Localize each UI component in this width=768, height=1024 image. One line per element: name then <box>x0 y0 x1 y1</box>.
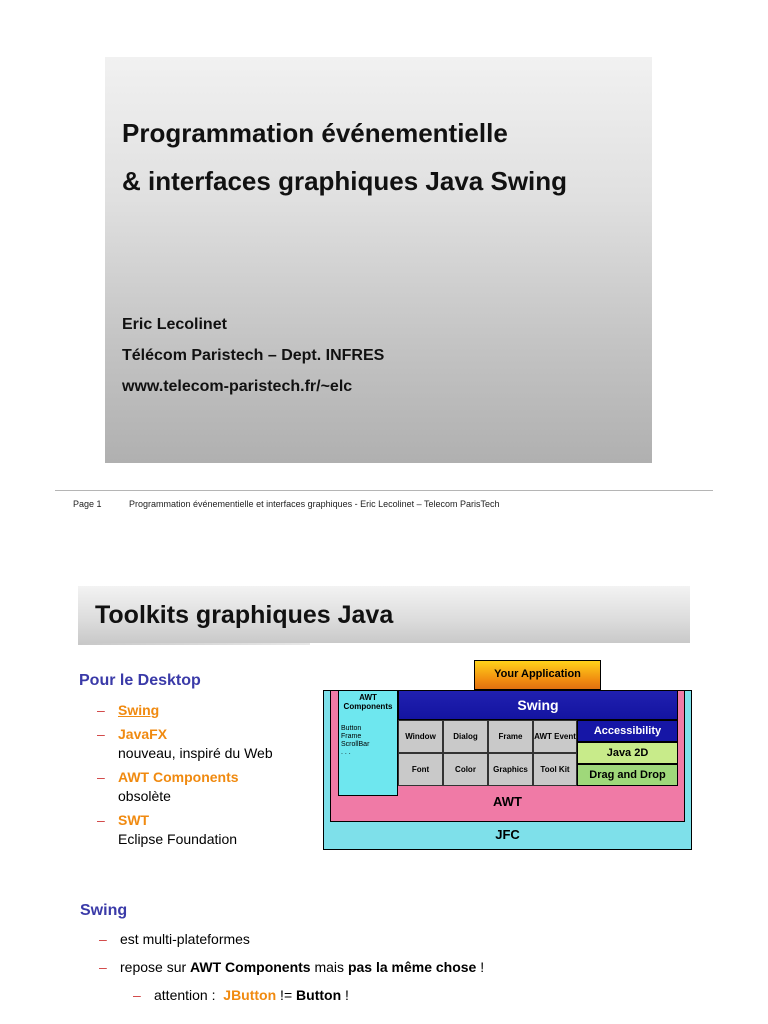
swt-label: SWT <box>118 812 150 828</box>
footer-text: Programmation événementielle et interfaces graphiques - Eric Lecolinet – Telecom ParisTech <box>129 499 500 509</box>
page-footer <box>73 499 500 509</box>
javafx-desc: nouveau, inspiré du Web <box>118 745 273 761</box>
swing-notes-list <box>99 925 484 1009</box>
awt-components-box <box>338 690 398 796</box>
javafx-label: JavaFX <box>118 726 168 742</box>
page-number: Page 1 <box>73 499 102 509</box>
swing-link[interactable]: Swing <box>118 702 160 718</box>
cell-tool-kit: Tool Kit <box>533 753 577 786</box>
your-application-label: Your Application <box>494 668 581 681</box>
list-item-swing: – Swing <box>97 702 160 718</box>
accessibility-box: Accessibility <box>577 720 678 742</box>
java2d-box: Java 2D <box>577 742 678 764</box>
slide2-title-bar <box>78 586 690 643</box>
title-slide <box>105 57 652 463</box>
swing-note-2: – repose sur AWT Components mais pas la même chose ! <box>99 959 485 975</box>
cell-font: Font <box>398 753 443 786</box>
title-line-2: & interfaces graphiques Java Swing <box>122 166 568 196</box>
cell-awt-event: AWT Event <box>533 720 577 753</box>
author-website: www.telecom-paristech.fr/~elc <box>122 378 353 395</box>
slide2-title: Toolkits graphiques Java <box>95 601 394 629</box>
swing-note-1: – est multi-plateformes <box>99 931 250 947</box>
slide-title <box>122 109 567 205</box>
desktop-heading: Pour le Desktop <box>79 672 201 689</box>
author-affiliation: Télécom Paristech – Dept. INFRES <box>122 347 385 364</box>
cell-dialog: Dialog <box>443 720 488 753</box>
awt-components-title: AWT Components <box>343 693 393 711</box>
cell-frame: Frame <box>488 720 533 753</box>
swing-label: Swing <box>517 696 559 713</box>
title-line-1: Programmation événementielle <box>122 118 508 148</box>
awt-components-list: Button Frame ScrollBar . . . <box>341 725 370 756</box>
awt-label: AWT <box>493 794 522 810</box>
title-underline <box>78 643 310 645</box>
author-block <box>122 309 384 402</box>
desktop-toolkit-list <box>97 701 273 854</box>
jfc-architecture-diagram <box>321 658 692 850</box>
cell-graphics: Graphics <box>488 753 533 786</box>
jfc-label: JFC <box>495 827 520 843</box>
swing-heading: Swing <box>80 902 128 919</box>
cell-color: Color <box>443 753 488 786</box>
awt-label: AWT Components <box>118 769 239 785</box>
swing-note-3: – attention : JButton != Button ! <box>133 987 349 1003</box>
swt-desc: Eclipse Foundation <box>118 831 238 847</box>
footer-divider <box>55 490 713 491</box>
jbutton-label: JButton <box>223 987 277 1003</box>
your-application-box <box>474 660 601 690</box>
drag-and-drop-box: Drag and Drop <box>577 764 678 786</box>
list-item-awt: – AWT Components obsolète <box>97 768 273 806</box>
list-item-swt: – SWT Eclipse Foundation <box>97 811 273 849</box>
list-item-javafx: – JavaFX nouveau, inspiré du Web <box>97 726 273 761</box>
swing-box <box>398 690 678 720</box>
author-name: Eric Lecolinet <box>122 316 227 333</box>
awt-desc: obsolète <box>118 788 171 804</box>
cell-window: Window <box>398 720 443 753</box>
